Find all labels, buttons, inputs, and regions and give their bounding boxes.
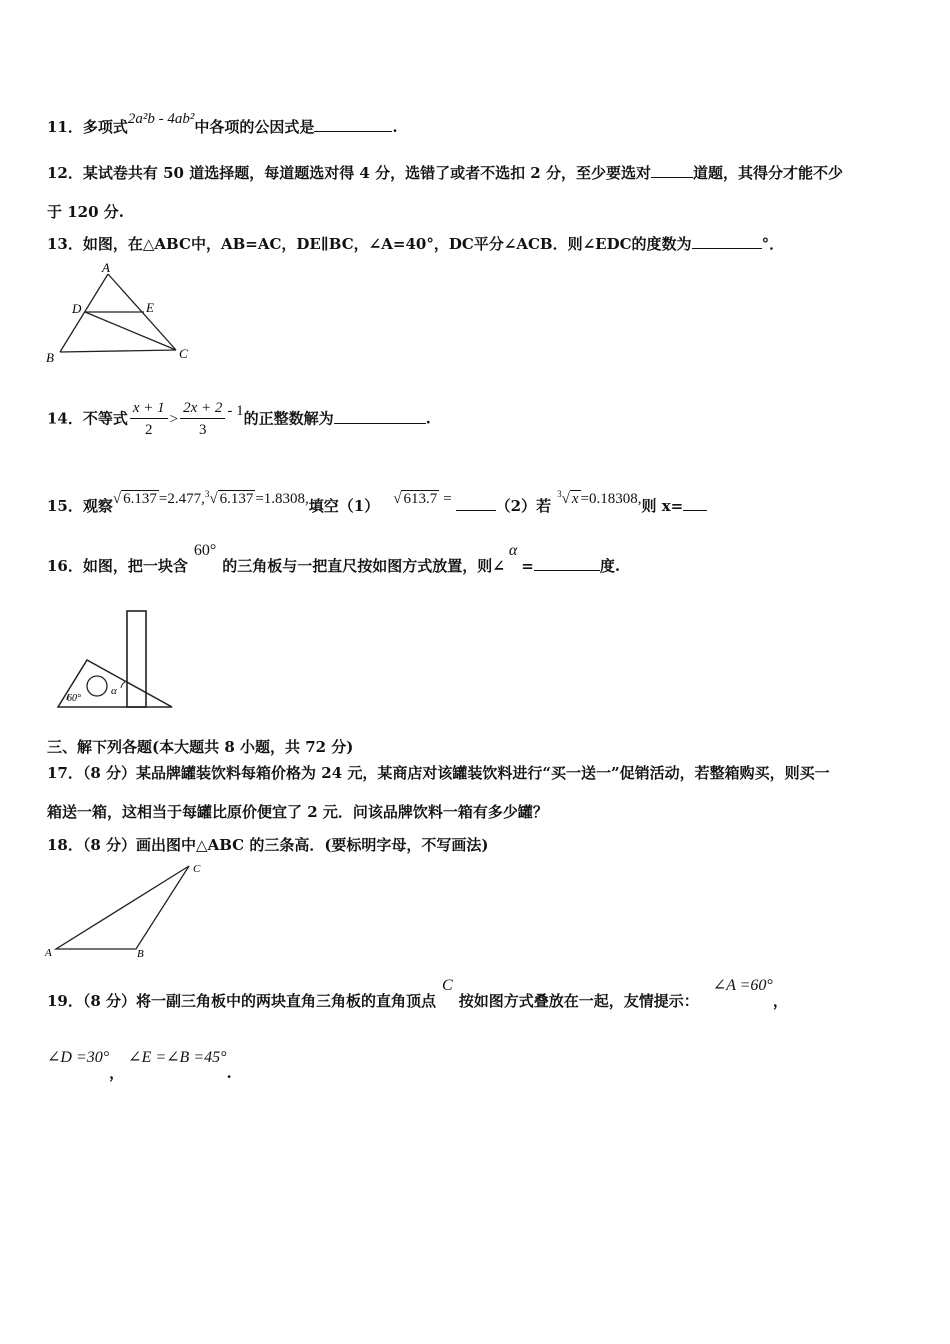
q13-answer-blank[interactable] xyxy=(692,234,762,249)
q15-cbrt-given-2: $^3$√ 6.137 xyxy=(204,489,254,507)
q15-then-label: 则 x= xyxy=(641,497,684,515)
q15-ask2-value: =0.18308, xyxy=(580,491,642,507)
q19-angle-d: ∠D =30° xyxy=(47,1049,110,1066)
question-19 xyxy=(47,977,788,1011)
q15-part2-label: （2）若 xyxy=(495,497,552,515)
q16-label-60deg: 60° xyxy=(67,693,81,704)
q19-end: . xyxy=(226,1064,232,1082)
q16-answer-blank[interactable] xyxy=(534,556,600,571)
q14-num: 14．不等式 xyxy=(47,409,128,428)
q16-label-alpha: α xyxy=(111,685,117,697)
q12-line1b: 道题，其得分才能不少 xyxy=(692,164,843,182)
q14-tail: 的正整数解为 xyxy=(243,409,334,428)
q13-label-c: C xyxy=(179,346,188,361)
q18-label-c: C xyxy=(193,863,201,875)
q14-fraction-1 xyxy=(130,398,168,441)
q19-mid: 按如图方式叠放在一起，友情提示： xyxy=(458,992,699,1010)
q15-ask1-radicand: 613.7 xyxy=(403,491,438,507)
q15-given1-radicand: 6.137 xyxy=(123,491,157,507)
q14-minus-one: - 1 xyxy=(227,402,244,419)
q15-sqrt-ask-1: √ 613.7 xyxy=(393,491,438,507)
q19-angle-e-b: ∠E =∠B =45° xyxy=(128,1049,227,1066)
q16-degree: 60° xyxy=(193,542,217,559)
q14-answer-blank[interactable] xyxy=(334,409,426,424)
question-16 xyxy=(47,542,621,576)
q15-given2-value: =1.8308, xyxy=(255,491,309,507)
q11-num: 11．多项式 xyxy=(47,118,128,136)
q11-tail: 中各项的公因式是 xyxy=(194,118,315,136)
q11-end: . xyxy=(392,118,398,136)
q11-answer-blank[interactable] xyxy=(314,117,392,132)
q12-line2: 于 120 分. xyxy=(47,203,124,221)
q13-label-a: A xyxy=(102,260,110,275)
q14-f1-numerator: x + 1 xyxy=(130,398,168,419)
q15-given1-value: =2.477, xyxy=(158,491,205,507)
q19-comma1: ， xyxy=(772,992,788,1010)
q14-f2-numerator: 2x + 2 xyxy=(180,398,225,419)
q11-expression: 2a²b - 4ab² xyxy=(127,111,195,127)
question-11 xyxy=(47,111,398,137)
q15-ask1-eq: = xyxy=(443,491,452,507)
question-14 xyxy=(47,398,431,441)
q16-triangle-ruler-figure xyxy=(55,608,180,713)
q16-num: 16．如图，把一块含 xyxy=(47,557,188,575)
q15-sqrt-given-1: √ 6.137 xyxy=(112,491,157,507)
question-17-line1: 17．（8 分）某品牌罐装饮料每箱价格为 24 元，某商店对该罐装饮料进行“买一送一”促销活动，若整箱购买，则买一 xyxy=(47,764,830,782)
q14-f2-denominator: 3 xyxy=(199,422,207,438)
q15-answer-blank-1[interactable] xyxy=(456,496,496,511)
q18-label-a: A xyxy=(45,947,52,959)
q13-label-b: B xyxy=(46,350,54,365)
q19-angle-a: ∠A =60° xyxy=(712,977,773,994)
q13-text: 13．如图，在△ABC中，AB=AC，DE∥BC，∠A=40°，DC平分∠ACB．则∠EDC的度数为 xyxy=(47,235,692,253)
q15-ask2-index: 3 xyxy=(557,489,562,499)
q14-fraction-2 xyxy=(180,398,225,441)
q14-end: . xyxy=(425,409,431,428)
q13-label-d: D xyxy=(72,301,82,316)
question-17-line2: 箱送一箱，这相当于每罐比原价便宜了 2 元．问该品牌饮料一箱有多少罐？ xyxy=(47,803,548,821)
q15-num: 15．观察 xyxy=(47,497,113,515)
q16-end: 度. xyxy=(599,557,621,575)
q18-label-b: B xyxy=(137,948,144,960)
q15-given2-index: 3 xyxy=(204,489,210,499)
q14-gt: > xyxy=(169,411,179,428)
question-18: 18．（8 分）画出图中△ABC 的三条高．(要标明字母，不写画法) xyxy=(47,836,489,854)
question-13 xyxy=(47,233,784,254)
q15-cbrt-ask-2: $^3$√ x xyxy=(557,489,579,507)
question-15 xyxy=(47,489,707,516)
q16-eq: = xyxy=(521,557,534,575)
q19-hints-line xyxy=(47,1049,232,1083)
q13-label-e: E xyxy=(146,300,154,315)
q13-triangle-figure xyxy=(40,258,200,368)
q12-answer-blank[interactable] xyxy=(651,163,693,178)
q19-comma2: ， xyxy=(109,1064,125,1082)
q13-end: °． xyxy=(761,235,785,253)
q15-fill-label: 填空（1） xyxy=(308,497,380,515)
section-3-heading: 三、解下列各题(本大题共 8 小题，共 72 分) xyxy=(47,738,354,756)
q12-line1a: 12．某试卷共有 50 道选择题，每道题选对得 4 分，选错了或者不选扣 2 分，至少要选对 xyxy=(47,164,651,182)
q15-given2-radicand: 6.137 xyxy=(219,491,254,507)
q19-text: 19．（8 分）将一副三角板中的两块直角三角板的直角顶点 xyxy=(47,992,437,1010)
q14-f1-denominator: 2 xyxy=(145,422,153,438)
q19-vertex-c: C xyxy=(442,977,453,994)
question-12 xyxy=(47,162,843,183)
q15-ask2-radicand: x xyxy=(571,491,579,507)
q15-answer-blank-2[interactable] xyxy=(683,496,707,511)
q18-triangle-figure xyxy=(42,858,217,960)
q16-alpha: α xyxy=(508,542,518,559)
q16-tail: 的三角板与一把直尺按如图方式放置，则∠ xyxy=(222,557,505,575)
